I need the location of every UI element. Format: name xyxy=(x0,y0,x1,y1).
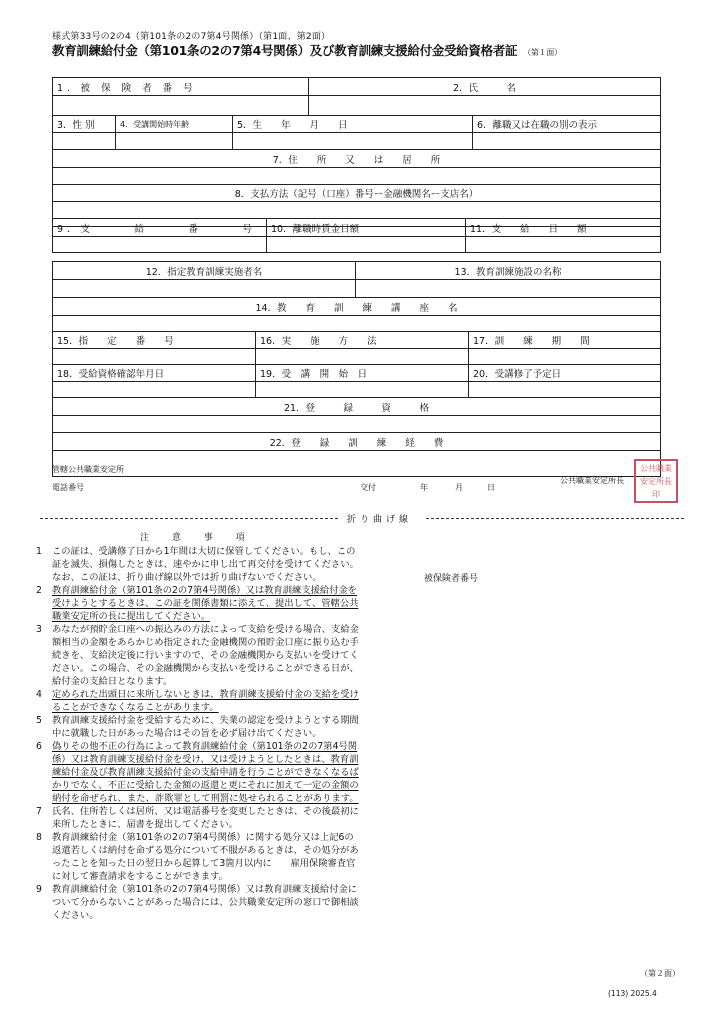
field-value-designation-number[interactable] xyxy=(53,349,256,365)
field-label-start-date: 19．受 講 開 始 日 xyxy=(256,365,469,382)
note-number: 7 xyxy=(36,806,42,817)
field-label-birthdate: 5．生 年 月 日 xyxy=(233,116,473,133)
table-insured-person xyxy=(52,77,661,227)
field-label-facility: 13．教育訓練施設の名称 xyxy=(356,262,661,280)
note-number: 8 xyxy=(36,832,42,843)
form-code: (113) 2025.4 xyxy=(608,989,657,998)
note-item xyxy=(32,623,362,688)
field-value-name[interactable] xyxy=(309,96,661,116)
field-value-completion-date[interactable] xyxy=(469,382,661,398)
field-label-payment-method: 8．支払方法（記号（口座）番号ー金融機関名ー支店名） xyxy=(53,185,661,202)
field-value-age[interactable] xyxy=(116,133,233,150)
field-value-registered-qualification[interactable] xyxy=(53,416,661,433)
field-label-address: 7．住 所 又 は 居 所 xyxy=(53,150,661,168)
field-label-sex: 3．性 別 xyxy=(53,116,116,133)
note-number: 9 xyxy=(36,884,42,895)
official-seal xyxy=(634,459,678,503)
note-text: あなたが預貯金口座への振込みの方法によって支給を受ける場合、支給金額相当の金額をあらかじめ指定された金融機関の預貯金口座に振り込む手続きを、支給決定後に行いますので、その金融機関から支払いを受けてください。この場合、その金融機関から支払いを受けることができる日が、給付金の支給日となります。 xyxy=(52,624,359,687)
field-value-daily-amount[interactable] xyxy=(466,237,661,253)
issued-day-label: 日 xyxy=(487,483,495,492)
issued-label: 交付 xyxy=(360,483,376,492)
field-value-address[interactable] xyxy=(53,168,661,185)
form-title-text: 教育訓練給付金（第101条の2の7第4号関係）及び教育訓練支援給付金受給資格者証 xyxy=(52,43,518,58)
field-value-start-date[interactable] xyxy=(256,382,469,398)
field-value-course-name[interactable] xyxy=(53,316,661,332)
field-label-training-cost: 22．登 録 訓 練 経 費 xyxy=(53,433,661,451)
field-value-insured-number[interactable] xyxy=(53,96,309,116)
director-label: 公共職業安定所長 xyxy=(560,476,624,485)
note-text: 偽りその他不正の行為によって教育訓練給付金（第101条の2の7第4号関係）又は教育訓練支援給付金を受け、又は受けようとしたときは、教育訓練給付金及び教育訓練支援給付金の支給申請を行うことができなくなるばかりでなく、不正に受給した金額の返還と更にそれに加えて一定の金額の納付を命ぜられ、また、詐欺罪として刑罰に処せられることがあります。 xyxy=(52,741,359,804)
field-label-completion-date: 20．受講修了予定日 xyxy=(469,365,661,382)
office-label: 管轄公共職業安定所 xyxy=(52,465,124,474)
field-value-wage-daily[interactable] xyxy=(267,237,466,253)
note-item xyxy=(32,883,362,922)
note-text: 教育訓練給付金（第101条の2の7第4号関係）に関する処分又は上記6の返還若しくは納付を命ずる処分について不服があるときは、その処分があったことを知った日の翌日から起算して3箇月以内に 雇用保険審査官に対して審査請求をすることができます。 xyxy=(52,832,359,882)
field-label-daily-amount: 11．支 給 日 額 xyxy=(466,219,661,237)
field-label-wage-daily: 10．離職時賃金日額 xyxy=(267,219,466,237)
field-value-sex[interactable] xyxy=(53,133,116,150)
field-label-payment-number: 9．支 給 番 号 xyxy=(53,219,267,237)
table-training xyxy=(52,261,661,477)
issued-year-label: 年 xyxy=(420,483,428,492)
note-number: 5 xyxy=(36,715,42,726)
issued-month-label: 月 xyxy=(455,483,463,492)
field-label-eligibility-date: 18．受給資格確認年月日 xyxy=(53,365,256,382)
note-number: 4 xyxy=(36,689,42,700)
note-number: 6 xyxy=(36,741,42,752)
page-two-label: （第２面） xyxy=(640,969,680,978)
field-value-birthdate[interactable] xyxy=(233,133,473,150)
phone-label: 電話番号 xyxy=(52,483,84,492)
fold-line xyxy=(40,512,684,524)
field-label-registered-qualification: 21．登 録 資 格 xyxy=(53,398,661,416)
field-value-facility[interactable] xyxy=(356,280,661,298)
note-item xyxy=(32,805,362,831)
field-value-training-cost[interactable] xyxy=(53,451,661,477)
form-title xyxy=(52,41,562,59)
note-item xyxy=(32,740,362,805)
field-label-insured-number: 1．被 保 険 者 番 号 xyxy=(53,78,309,96)
field-label-provider: 12．指定教育訓練実施者名 xyxy=(53,262,356,280)
official-seal-text: 公共職業安定所長印 xyxy=(640,463,672,499)
field-value-provider[interactable] xyxy=(53,280,356,298)
field-value-payment-number[interactable] xyxy=(53,237,267,253)
form-reference: 様式第33号の2の4（第101条の2の7第4号関係）（第1面、第2面） xyxy=(52,32,331,42)
note-number: 1 xyxy=(36,546,42,557)
note-text: この証は、受講修了日から1年間は大切に保管してください。もし、この証を滅失、損傷したときは、速やかに申し出て再交付を受けてください。なお、この証は、折り曲げ線以外では折り曲げないでください。 xyxy=(52,546,359,583)
page-note: （第１面） xyxy=(523,48,562,57)
note-text: 氏名、住所若しくは居所、又は電話番号を変更したときは、その後最初に来所したときに、届書を提出してください。 xyxy=(52,806,359,830)
field-label-implementation-method: 16．実 施 方 法 xyxy=(256,332,469,349)
fold-line-left xyxy=(40,518,338,519)
field-label-course-name: 14．教 育 訓 練 講 座 名 xyxy=(53,298,661,316)
note-text: 教育訓練給付金（第101条の2の7第4号関係）又は教育訓練支援給付金を受けようとするときは、この証を関係書類に添えて、提出して、管轄公共職業安定所の長に提出してください。 xyxy=(52,585,359,622)
note-text: 定められた出頭日に来所しないときは、教育訓練支援給付金の支給を受けることができなくなることがあります。 xyxy=(52,689,359,713)
field-value-eligibility-date[interactable] xyxy=(53,382,256,398)
field-label-age: 4．受講開始時年齢 xyxy=(116,116,233,133)
field-label-training-period: 17．訓 練 期 間 xyxy=(469,332,661,349)
note-item xyxy=(32,584,362,623)
notes-title: 注 意 事 項 xyxy=(140,533,255,543)
field-value-implementation-method[interactable] xyxy=(256,349,469,365)
note-number: 3 xyxy=(36,624,42,635)
note-text: 教育訓練支援給付金を受給するために、失業の認定を受けようとする期間中に就職した日があった場合はその旨を必ず届け出てください。 xyxy=(52,715,359,739)
field-value-training-period[interactable] xyxy=(469,349,661,365)
fold-line-right xyxy=(426,518,684,519)
field-label-employment-status: 6．離職又は在職の別の表示 xyxy=(473,116,661,133)
field-value-employment-status[interactable] xyxy=(473,133,661,150)
note-item xyxy=(32,714,362,740)
note-item xyxy=(32,545,362,584)
note-item xyxy=(32,831,362,883)
table-payment xyxy=(52,218,661,253)
note-item xyxy=(32,688,362,714)
field-label-designation-number: 15．指 定 番 号 xyxy=(53,332,256,349)
fold-line-label: 折り曲げ線 xyxy=(344,512,415,525)
field-label-name: 2．氏 名 xyxy=(309,78,661,96)
note-number: 2 xyxy=(36,585,42,596)
insured-number-label-back: 被保険者番号 xyxy=(424,574,479,584)
notes-list xyxy=(32,545,362,922)
note-text: 教育訓練給付金（第101条の2の7第4号関係）又は教育訓練支援給付金について分からないことがあった場合には、公共職業安定所の窓口で御相談ください。 xyxy=(52,884,359,921)
